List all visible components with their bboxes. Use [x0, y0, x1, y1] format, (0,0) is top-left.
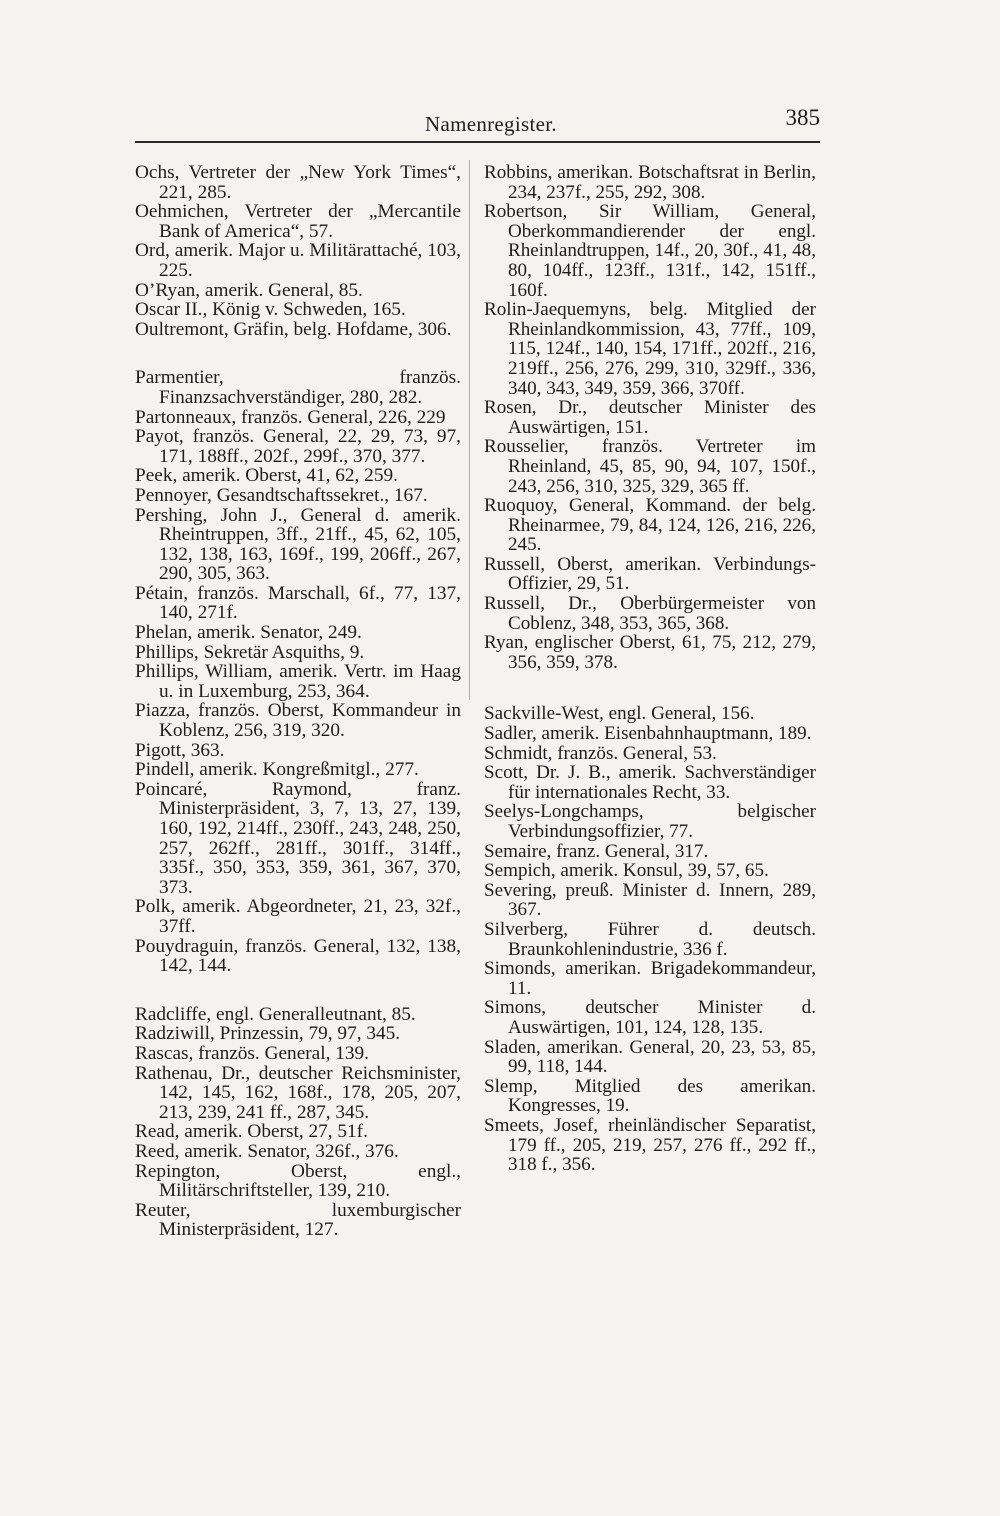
index-group-o	[135, 163, 461, 339]
index-entry: Phillips, William, amerik. Vertr. im Haag u. in Luxemburg, 253, 364.	[135, 661, 461, 702]
index-entry: Partonneaux, französ. General, 226, 229	[135, 406, 446, 428]
index-entry: Pindell, amerik. Kongreßmitgl., 277.	[135, 759, 419, 781]
index-entry: Ruoquoy, General, Kommand. der belg. Rheinarmee, 79, 84, 124, 126, 216, 226, 245.	[484, 495, 816, 556]
index-entry: Ochs, Vertreter der „New York Times“, 221, 285.	[135, 162, 461, 203]
index-entry: Pétain, französ. Marschall, 6f., 77, 137, 140, 271f.	[135, 582, 461, 624]
index-entry: Sempich, amerik. Konsul, 39, 57, 65.	[484, 860, 769, 882]
index-entry: Peek, amerik. Oberst, 41, 62, 259.	[135, 465, 398, 487]
index-group-s	[484, 704, 816, 1174]
index-entry: Payot, französ. General, 22, 29, 73, 97, 171, 188ff., 202f., 299f., 370, 377.	[135, 426, 461, 467]
index-entry: Robertson, Sir William, General, Oberkommandierender der engl. Rheinlandtruppen, 14f., 20, 30f., 41, 48, 80, 104ff., 123ff., 131f., 142, 151ff., 160f.	[484, 201, 816, 301]
index-entry: Pouydraguin, französ. General, 132, 138, 142, 144.	[135, 935, 461, 977]
index-entry: Pigott, 363.	[135, 739, 225, 761]
index-group-r-cont	[484, 163, 816, 672]
index-entry: Slemp, Mitglied des amerikan. Kongresses, 19.	[484, 1075, 816, 1117]
index-entry: Phillips, Sekretär Asquiths, 9.	[135, 641, 365, 663]
index-entry: Oehmichen, Vertreter der „Mercantile Bank of America“, 57.	[135, 201, 461, 242]
left-column	[135, 163, 461, 1240]
index-entry: Sladen, amerikan. General, 20, 23, 53, 85, 99, 118, 144.	[484, 1036, 816, 1078]
section-gap	[135, 976, 461, 1005]
index-entry: Semaire, franz. General, 317.	[484, 840, 709, 862]
section-gap	[135, 339, 461, 368]
index-entry: Rascas, französ. General, 139.	[135, 1042, 369, 1064]
index-entry: Read, amerik. Oberst, 27, 51f.	[135, 1121, 368, 1143]
index-entry: Phelan, amerik. Senator, 249.	[135, 622, 362, 644]
index-entry: Poincaré, Raymond, franz. Ministerpräsident, 3, 7, 13, 27, 139, 160, 192, 214ff., 230ff., 243, 248, 250, 257, 262ff., 281ff., 301ff., 314ff., 335f., 350, 353, 359, 361, 367, 370, 373.	[135, 778, 461, 898]
index-entry: Parmentier, französ. Finanzsachverständiger, 280, 282.	[135, 367, 461, 408]
section-gap	[484, 672, 816, 704]
index-entry: Rolin-Jaequemyns, belg. Mitglied der Rheinlandkommission, 43, 77ff., 109, 115, 124f., 140, 154, 171ff., 202ff., 216, 219ff., 256, 276, 299, 310, 329ff., 336, 340, 343, 349, 359, 366, 370ff.	[484, 299, 816, 399]
index-entry: Oscar II., König v. Schweden, 165.	[135, 299, 406, 321]
index-entry: Reed, amerik. Senator, 326f., 376.	[135, 1140, 399, 1162]
index-group-r	[135, 1005, 461, 1240]
index-entry: Oultremont, Gräfin, belg. Hofdame, 306.	[135, 318, 452, 340]
index-entry: Repington, Oberst, engl., Militärschriftsteller, 139, 210.	[135, 1160, 461, 1202]
index-entry: Ryan, englischer Oberst, 61, 75, 212, 279, 356, 359, 378.	[484, 632, 816, 673]
index-entry: Rathenau, Dr., deutscher Reichsminister, 142, 145, 162, 168f., 178, 205, 207, 213, 239, 241 ff., 287, 345.	[135, 1062, 461, 1123]
index-entry: Pennoyer, Gesandtschaftssekret., 167.	[135, 484, 428, 506]
index-entry: Russell, Oberst, amerikan. Verbindungs-Offizier, 29, 51.	[484, 553, 816, 595]
column-divider	[469, 160, 470, 700]
index-entry: Pershing, John J., General d. amerik. Rheintruppen, 3ff., 21ff., 45, 62, 105, 132, 138, 163, 169f., 199, 206ff., 267, 290, 305, 363.	[135, 504, 461, 585]
index-entry: Simons, deutscher Minister d. Auswärtigen, 101, 124, 128, 135.	[484, 997, 816, 1038]
running-header	[135, 100, 820, 140]
index-entry: Radcliffe, engl. Generalleutnant, 85.	[135, 1003, 416, 1025]
index-entry: O’Ryan, amerik. General, 85.	[135, 279, 363, 301]
index-entry: Smeets, Josef, rheinländischer Separatist, 179 ff., 205, 219, 257, 276 ff., 292 ff., 318 f., 356.	[484, 1114, 816, 1176]
index-entry: Polk, amerik. Abgeordneter, 21, 23, 32f., 37ff.	[135, 896, 461, 937]
page-number: 385	[785, 105, 820, 130]
index-entry: Reuter, luxemburgischer Ministerpräsident, 127.	[135, 1199, 461, 1241]
header-title: Namenregister.	[425, 112, 557, 136]
index-entry: Rosen, Dr., deutscher Minister des Auswärtigen, 151.	[484, 397, 816, 438]
index-entry: Schmidt, französ. General, 53.	[484, 742, 717, 764]
index-entry: Scott, Dr. J. B., amerik. Sachverständiger für internationales Recht, 33.	[484, 762, 816, 803]
index-entry: Robbins, amerikan. Botschaftsrat in Berlin, 234, 237f., 255, 292, 308.	[484, 162, 816, 203]
index-entry: Radziwill, Prinzessin, 79, 97, 345.	[135, 1023, 401, 1045]
index-entry: Seelys-Longchamps, belgischer Verbindungsoffizier, 77.	[484, 801, 816, 842]
right-column	[484, 163, 816, 1175]
index-entry: Russell, Dr., Oberbürgermeister von Coblenz, 348, 353, 365, 368.	[484, 593, 816, 634]
index-entry: Sackville-West, engl. General, 156.	[484, 703, 755, 725]
index-group-p	[135, 368, 461, 975]
index-entry: Severing, preuß. Minister d. Innern, 289, 367.	[484, 879, 816, 921]
index-entry: Rousselier, französ. Vertreter im Rheinland, 45, 85, 90, 94, 107, 150f., 243, 256, 310, 325, 329, 365 ff.	[484, 436, 816, 497]
index-entry: Piazza, französ. Oberst, Kommandeur in Koblenz, 256, 319, 320.	[135, 700, 461, 742]
index-entry: Sadler, amerik. Eisenbahnhauptmann, 189.	[484, 723, 812, 745]
index-entry: Silverberg, Führer d. deutsch. Braunkohlenindustrie, 336 f.	[484, 918, 816, 960]
index-entry: Simonds, amerikan. Brigadekommandeur, 11.	[484, 958, 816, 999]
index-entry: Ord, amerik. Major u. Militärattaché, 103, 225.	[135, 240, 461, 281]
header-rule	[135, 141, 820, 143]
